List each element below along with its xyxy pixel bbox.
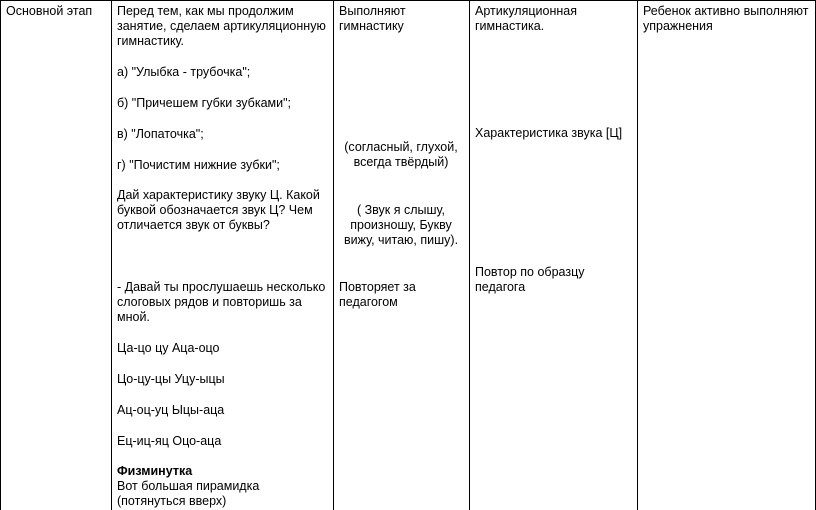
listen-line-2: слоговых рядов и повторишь за [117, 295, 302, 309]
action-line-2: гимнастику [339, 19, 404, 33]
result-line-1: Ребенок активно выполняют [643, 4, 809, 18]
letter-line-2: произношу, Букву [350, 218, 452, 232]
pause-line-2: (потянуться вверх) [117, 494, 227, 508]
pause-line-1: Вот большая пирамидка [117, 479, 260, 493]
method-title-line-2: гимнастика. [475, 19, 545, 33]
exercise-item-b: б) "Причешем губки зубками"; [117, 96, 292, 110]
syllable-row-2: Цо-цу-цы Уцу-ыцы [117, 372, 225, 386]
exercise-item-v: в) "Лопаточка"; [117, 127, 204, 141]
syllable-row-1: Ца-цо цу Аца-оцо [117, 341, 220, 355]
syllable-row-3: Ац-оц-уц Ыцы-аца [117, 403, 225, 417]
method-repeat-line-1: Повтор по образцу [475, 265, 585, 279]
repeat-line-2: педагогом [339, 295, 398, 309]
question-line-3: отличается звук от буквы? [117, 218, 270, 232]
question-line-1: Дай характеристику звуку Ц. Какой [117, 188, 320, 202]
intro-line-2: занятие, сделаем артикуляционную [117, 19, 326, 33]
stage-label: Основной этап [6, 4, 93, 18]
intro-line-1: Перед тем, как мы продолжим [117, 4, 294, 18]
listen-line-1: - Давай ты прослушаешь несколько [117, 280, 326, 294]
exercise-item-g: г) "Почистим нижние зубки"; [117, 158, 280, 172]
result-line-2: упражнения [643, 19, 713, 33]
characteristic-line-2: всегда твёрдый) [353, 155, 449, 169]
action-line-1: Выполняют [339, 4, 406, 18]
listen-line-3: мной. [117, 310, 150, 324]
characteristic-line-1: (согласный, глухой, [344, 140, 458, 154]
method-characteristic: Характеристика звука [Ц] [475, 126, 623, 140]
intro-line-3: гимнастику. [117, 34, 185, 48]
pause-title: Физминутка [117, 464, 193, 478]
letter-line-1: ( Звук я слышу, [356, 203, 445, 217]
question-line-2: буквой обозначается звук Ц? Чем [117, 203, 313, 217]
method-title-line-1: Артикуляционная [475, 4, 577, 18]
method-repeat-line-2: педагога [475, 280, 526, 294]
repeat-line-1: Повторяет за [339, 280, 416, 294]
letter-line-3: вижу, читаю, пишу). [343, 233, 459, 247]
exercise-item-a: а) "Улыбка - трубочка"; [117, 65, 251, 79]
syllable-row-4: Ец-иц-яц Оцо-аца [117, 434, 222, 448]
